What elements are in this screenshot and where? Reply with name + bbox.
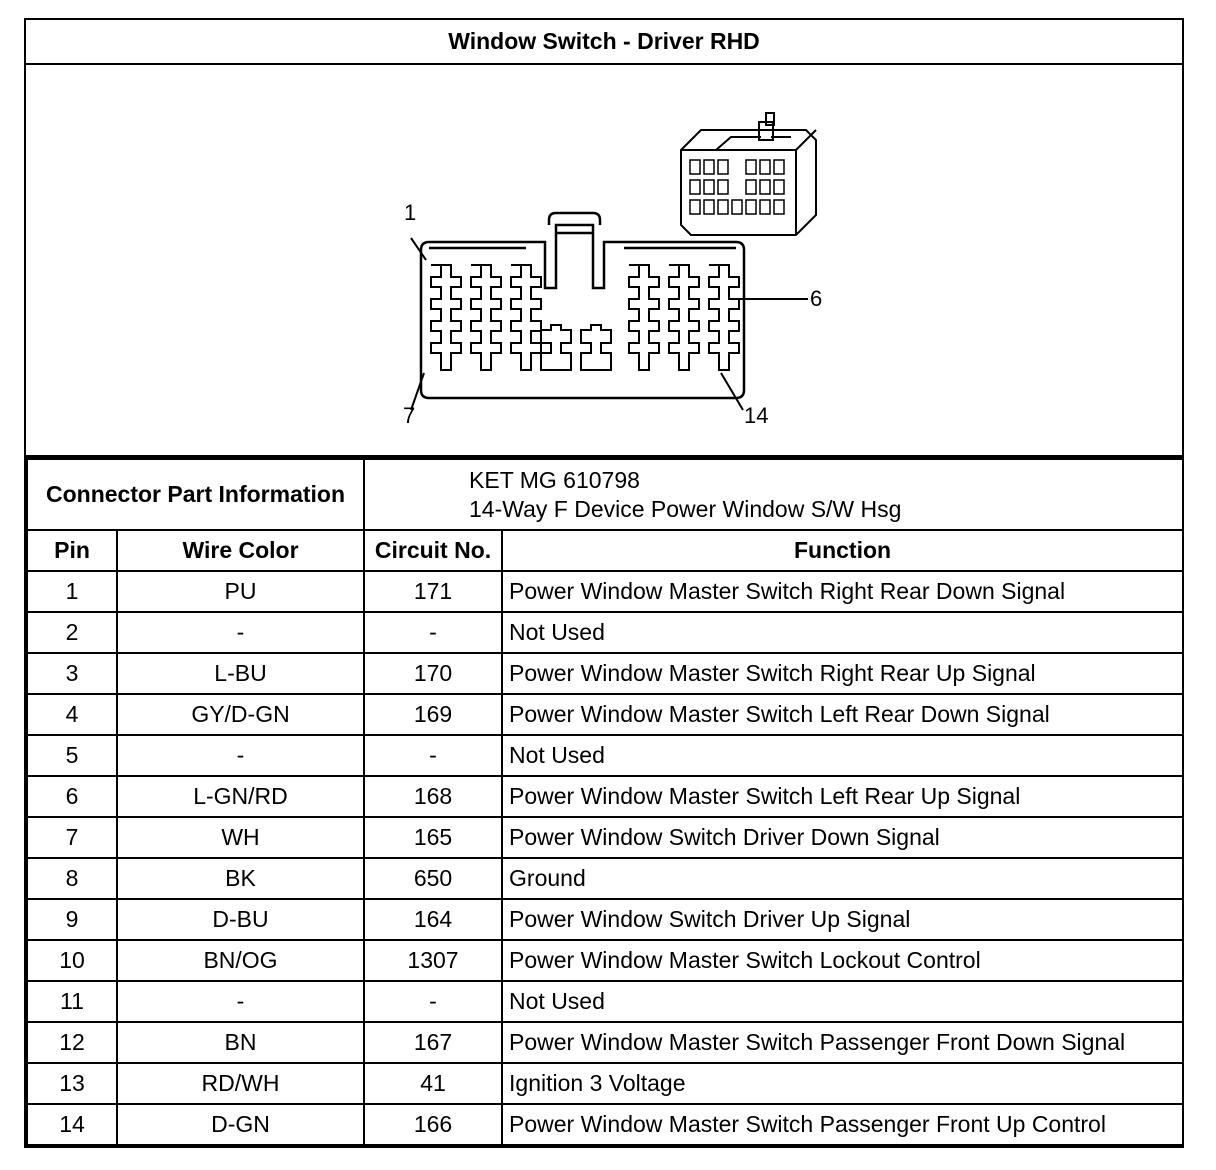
circuit-cell: - xyxy=(364,981,502,1022)
header-wire-color: Wire Color xyxy=(117,530,364,571)
function-cell: Not Used xyxy=(502,612,1183,653)
table-row xyxy=(27,858,1183,899)
pin-cell: 14 xyxy=(27,1104,117,1145)
header-pin: Pin xyxy=(27,530,117,571)
function-cell: Ignition 3 Voltage xyxy=(502,1063,1183,1104)
table-row xyxy=(27,981,1183,1022)
table-row xyxy=(27,653,1183,694)
pin-cell: 6 xyxy=(27,776,117,817)
pin-cell: 1 xyxy=(27,571,117,612)
pinout-table xyxy=(26,458,1184,1146)
pin-label-6: 6 xyxy=(810,286,823,311)
terminal-cavities xyxy=(431,265,739,370)
function-cell: Power Window Master Switch Right Rear Down Signal xyxy=(502,571,1183,612)
function-cell: Power Window Switch Driver Down Signal xyxy=(502,817,1183,858)
wire-cell: BN xyxy=(117,1022,364,1063)
pin-cell: 2 xyxy=(27,612,117,653)
pin-label-14: 14 xyxy=(744,403,769,428)
wire-cell: BK xyxy=(117,858,364,899)
table-row xyxy=(27,735,1183,776)
connector-description: 14-Way F Device Power Window S/W Hsg xyxy=(469,495,902,522)
table-row xyxy=(27,694,1183,735)
wire-cell: L-GN/RD xyxy=(117,776,364,817)
pin-cell: 3 xyxy=(27,653,117,694)
connector-info-label: Connector Part Information xyxy=(27,459,364,530)
pin-label-1: 1 xyxy=(404,200,417,225)
circuit-cell: 167 xyxy=(364,1022,502,1063)
header-circuit: Circuit No. xyxy=(364,530,502,571)
function-cell: Power Window Master Switch Left Rear Down Signal xyxy=(502,694,1183,735)
function-cell: Ground xyxy=(502,858,1183,899)
wire-cell: D-BU xyxy=(117,899,364,940)
circuit-cell: - xyxy=(364,735,502,776)
wire-cell: - xyxy=(117,735,364,776)
function-cell: Power Window Master Switch Lockout Control xyxy=(502,940,1183,981)
wire-cell: L-BU xyxy=(117,653,364,694)
table-row xyxy=(27,817,1183,858)
pin-cell: 7 xyxy=(27,817,117,858)
connector-sheet xyxy=(24,18,1184,1148)
pin-cell: 5 xyxy=(27,735,117,776)
pin-cell: 4 xyxy=(27,694,117,735)
circuit-cell: 165 xyxy=(364,817,502,858)
table-row xyxy=(27,1022,1183,1063)
connector-info-row xyxy=(27,459,1183,530)
table-row xyxy=(27,1063,1183,1104)
connector-isometric-icon xyxy=(681,113,816,235)
pin-cell: 13 xyxy=(27,1063,117,1104)
wire-cell: PU xyxy=(117,571,364,612)
connector-face-drawing xyxy=(26,65,1182,458)
table-row xyxy=(27,1104,1183,1145)
circuit-cell: 1307 xyxy=(364,940,502,981)
function-cell: Not Used xyxy=(502,981,1183,1022)
sheet-title: Window Switch - Driver RHD xyxy=(26,20,1182,65)
table-row xyxy=(27,940,1183,981)
pin-cell: 9 xyxy=(27,899,117,940)
function-cell: Power Window Switch Driver Up Signal xyxy=(502,899,1183,940)
function-cell: Power Window Master Switch Right Rear Up Signal xyxy=(502,653,1183,694)
table-row xyxy=(27,612,1183,653)
header-function: Function xyxy=(502,530,1183,571)
wire-cell: BN/OG xyxy=(117,940,364,981)
function-cell: Power Window Master Switch Left Rear Up Signal xyxy=(502,776,1183,817)
table-row xyxy=(27,899,1183,940)
wire-cell: D-GN xyxy=(117,1104,364,1145)
table-row xyxy=(27,571,1183,612)
function-cell: Power Window Master Switch Passenger Front Down Signal xyxy=(502,1022,1183,1063)
circuit-cell: 164 xyxy=(364,899,502,940)
pin-cell: 12 xyxy=(27,1022,117,1063)
circuit-cell: 171 xyxy=(364,571,502,612)
circuit-cell: 170 xyxy=(364,653,502,694)
cavity-column xyxy=(431,265,461,370)
circuit-cell: 166 xyxy=(364,1104,502,1145)
circuit-cell: 169 xyxy=(364,694,502,735)
function-cell: Not Used xyxy=(502,735,1183,776)
circuit-cell: 41 xyxy=(364,1063,502,1104)
circuit-cell: 650 xyxy=(364,858,502,899)
pin-cell: 8 xyxy=(27,858,117,899)
circuit-cell: - xyxy=(364,612,502,653)
connector-info-value xyxy=(364,459,1183,530)
wire-cell: RD/WH xyxy=(117,1063,364,1104)
connector-part-number: KET MG 610798 xyxy=(469,466,640,493)
circuit-cell: 168 xyxy=(364,776,502,817)
wire-cell: GY/D-GN xyxy=(117,694,364,735)
wire-cell: WH xyxy=(117,817,364,858)
table-header-row xyxy=(27,530,1183,571)
pin-label-7: 7 xyxy=(403,403,416,428)
connector-figure xyxy=(26,65,1182,458)
table-row xyxy=(27,776,1183,817)
pin-cell: 11 xyxy=(27,981,117,1022)
function-cell: Power Window Master Switch Passenger Front Up Control xyxy=(502,1104,1183,1145)
wire-cell: - xyxy=(117,981,364,1022)
pin-cell: 10 xyxy=(27,940,117,981)
wire-cell: - xyxy=(117,612,364,653)
